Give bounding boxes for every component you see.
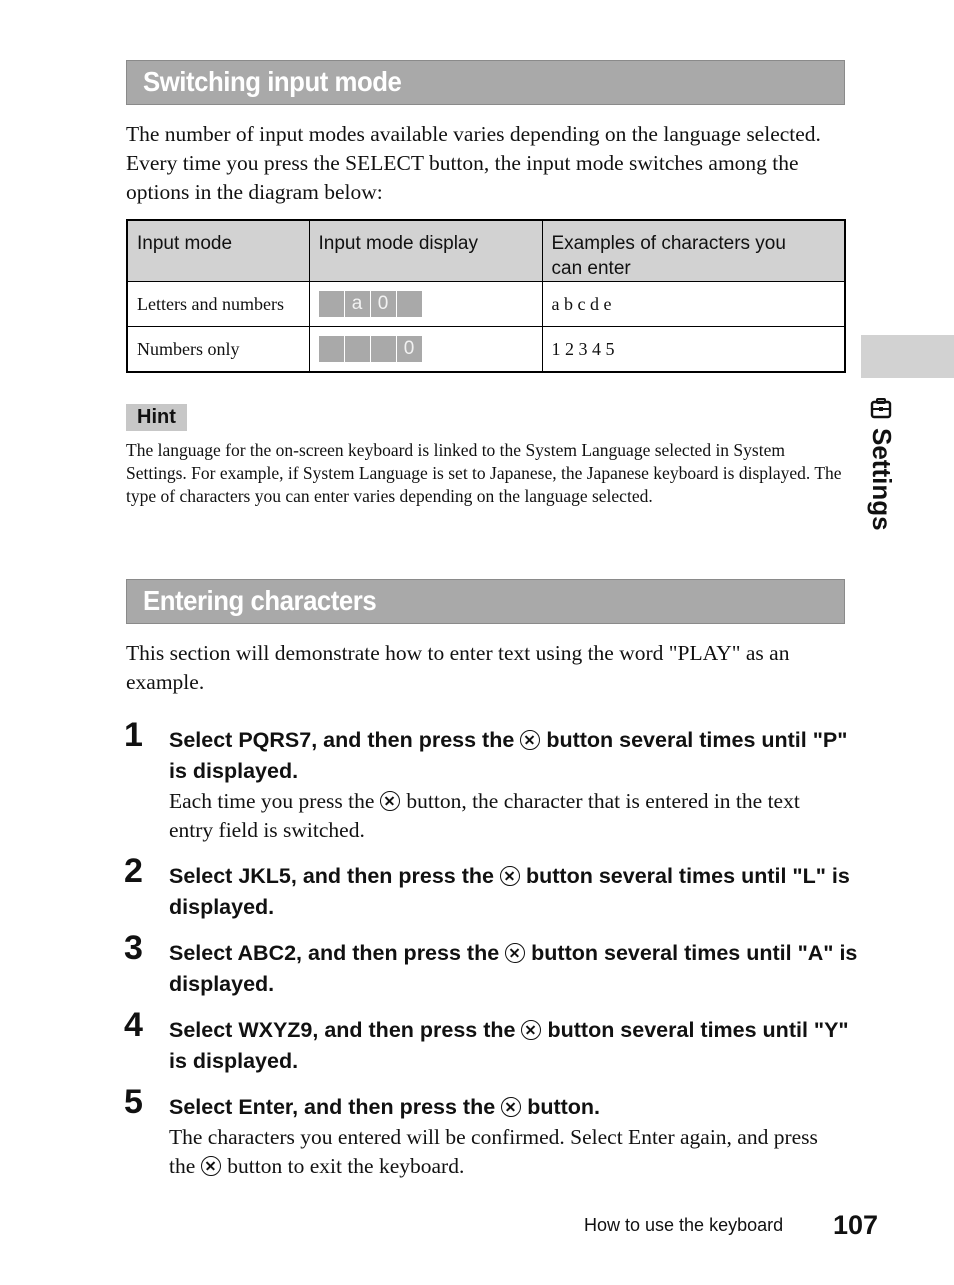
- input-mode-table: [126, 219, 846, 373]
- chapter-tab-marker: [861, 335, 954, 378]
- step-number: 3: [124, 929, 143, 967]
- step-instruction: Select PQRS7, and then press the button several times until "P" is displayed.: [169, 728, 848, 783]
- mode-display: [309, 327, 542, 373]
- hint-label: Hint: [126, 404, 187, 431]
- column-header: Input mode: [127, 220, 309, 282]
- cross-button-icon: [521, 1020, 541, 1040]
- section-title: Entering characters: [143, 585, 377, 616]
- step-number: 5: [124, 1083, 143, 1121]
- step-number: 2: [124, 852, 143, 890]
- hint-text: The language for the on-screen keyboard is linked to the System Language selected in System Settings. For example, if System Language is set to Japanese, the Japanese keyboard is displayed. The type of characters you can enter varies depending on the language selected.: [126, 440, 842, 506]
- step-description: Each time you press the button, the character that is entered in the text entry field is switched.: [169, 789, 800, 842]
- mode-examples: 1 2 3 4 5: [542, 327, 845, 373]
- mode-display-cell: [319, 336, 344, 362]
- step-number: 4: [124, 1006, 143, 1044]
- page-number: 107: [833, 1210, 879, 1240]
- cross-button-icon: [501, 1097, 521, 1117]
- step-number: 1: [124, 716, 143, 754]
- cross-button-icon: [201, 1156, 221, 1176]
- cross-button-icon: [505, 943, 525, 963]
- mode-display-cell: [319, 291, 344, 317]
- mode-display: [309, 282, 542, 327]
- table-header-row: [127, 220, 845, 282]
- cross-button-icon: [500, 866, 520, 886]
- column-header: Examples of characters you can enter: [542, 220, 845, 282]
- step-instruction: Select WXYZ9, and then press the button several times until "Y" is displayed.: [169, 1018, 849, 1073]
- section-title: Switching input mode: [143, 66, 402, 97]
- mode-display-cell: [397, 291, 422, 317]
- section-header-entering-characters: [126, 579, 845, 624]
- section-intro-text: This section will demonstrate how to enter text using the word "PLAY" as an example.: [126, 641, 790, 694]
- mode-examples: a b c d e: [542, 282, 845, 327]
- mode-display-cell: [345, 336, 370, 362]
- mode-display-cell: 0: [397, 336, 422, 362]
- table-row: [127, 327, 845, 373]
- step-instruction: Select Enter, and then press the button.: [169, 1095, 601, 1119]
- toolbox-icon: [870, 398, 892, 420]
- step-description: The characters you entered will be confirmed. Select Enter again, and press the button to exit the keyboard.: [169, 1125, 818, 1178]
- cross-button-icon: [380, 791, 400, 811]
- cross-button-icon: [520, 730, 540, 750]
- section-intro-text: The number of input modes available varies depending on the language selected. Every time you press the SELECT button, the input mode switches among the options in the diagram below:: [126, 122, 821, 204]
- mode-display-cell: a: [345, 291, 370, 317]
- chapter-label-text: Settings: [867, 428, 897, 531]
- chapter-label: [866, 398, 906, 558]
- column-header: Input mode display: [309, 220, 542, 282]
- mode-name: Letters and numbers: [127, 282, 309, 327]
- section-header-switching-input-mode: [126, 60, 845, 105]
- step-instruction: Select ABC2, and then press the button several times until "A" is displayed.: [169, 941, 858, 996]
- mode-display-cell: 0: [371, 291, 396, 317]
- mode-display-cell: [371, 336, 396, 362]
- step-instruction: Select JKL5, and then press the button several times until "L" is displayed.: [169, 864, 850, 919]
- mode-name: Numbers only: [127, 327, 309, 373]
- footer-section-name: How to use the keyboard: [584, 1215, 784, 1235]
- table-row: [127, 282, 845, 327]
